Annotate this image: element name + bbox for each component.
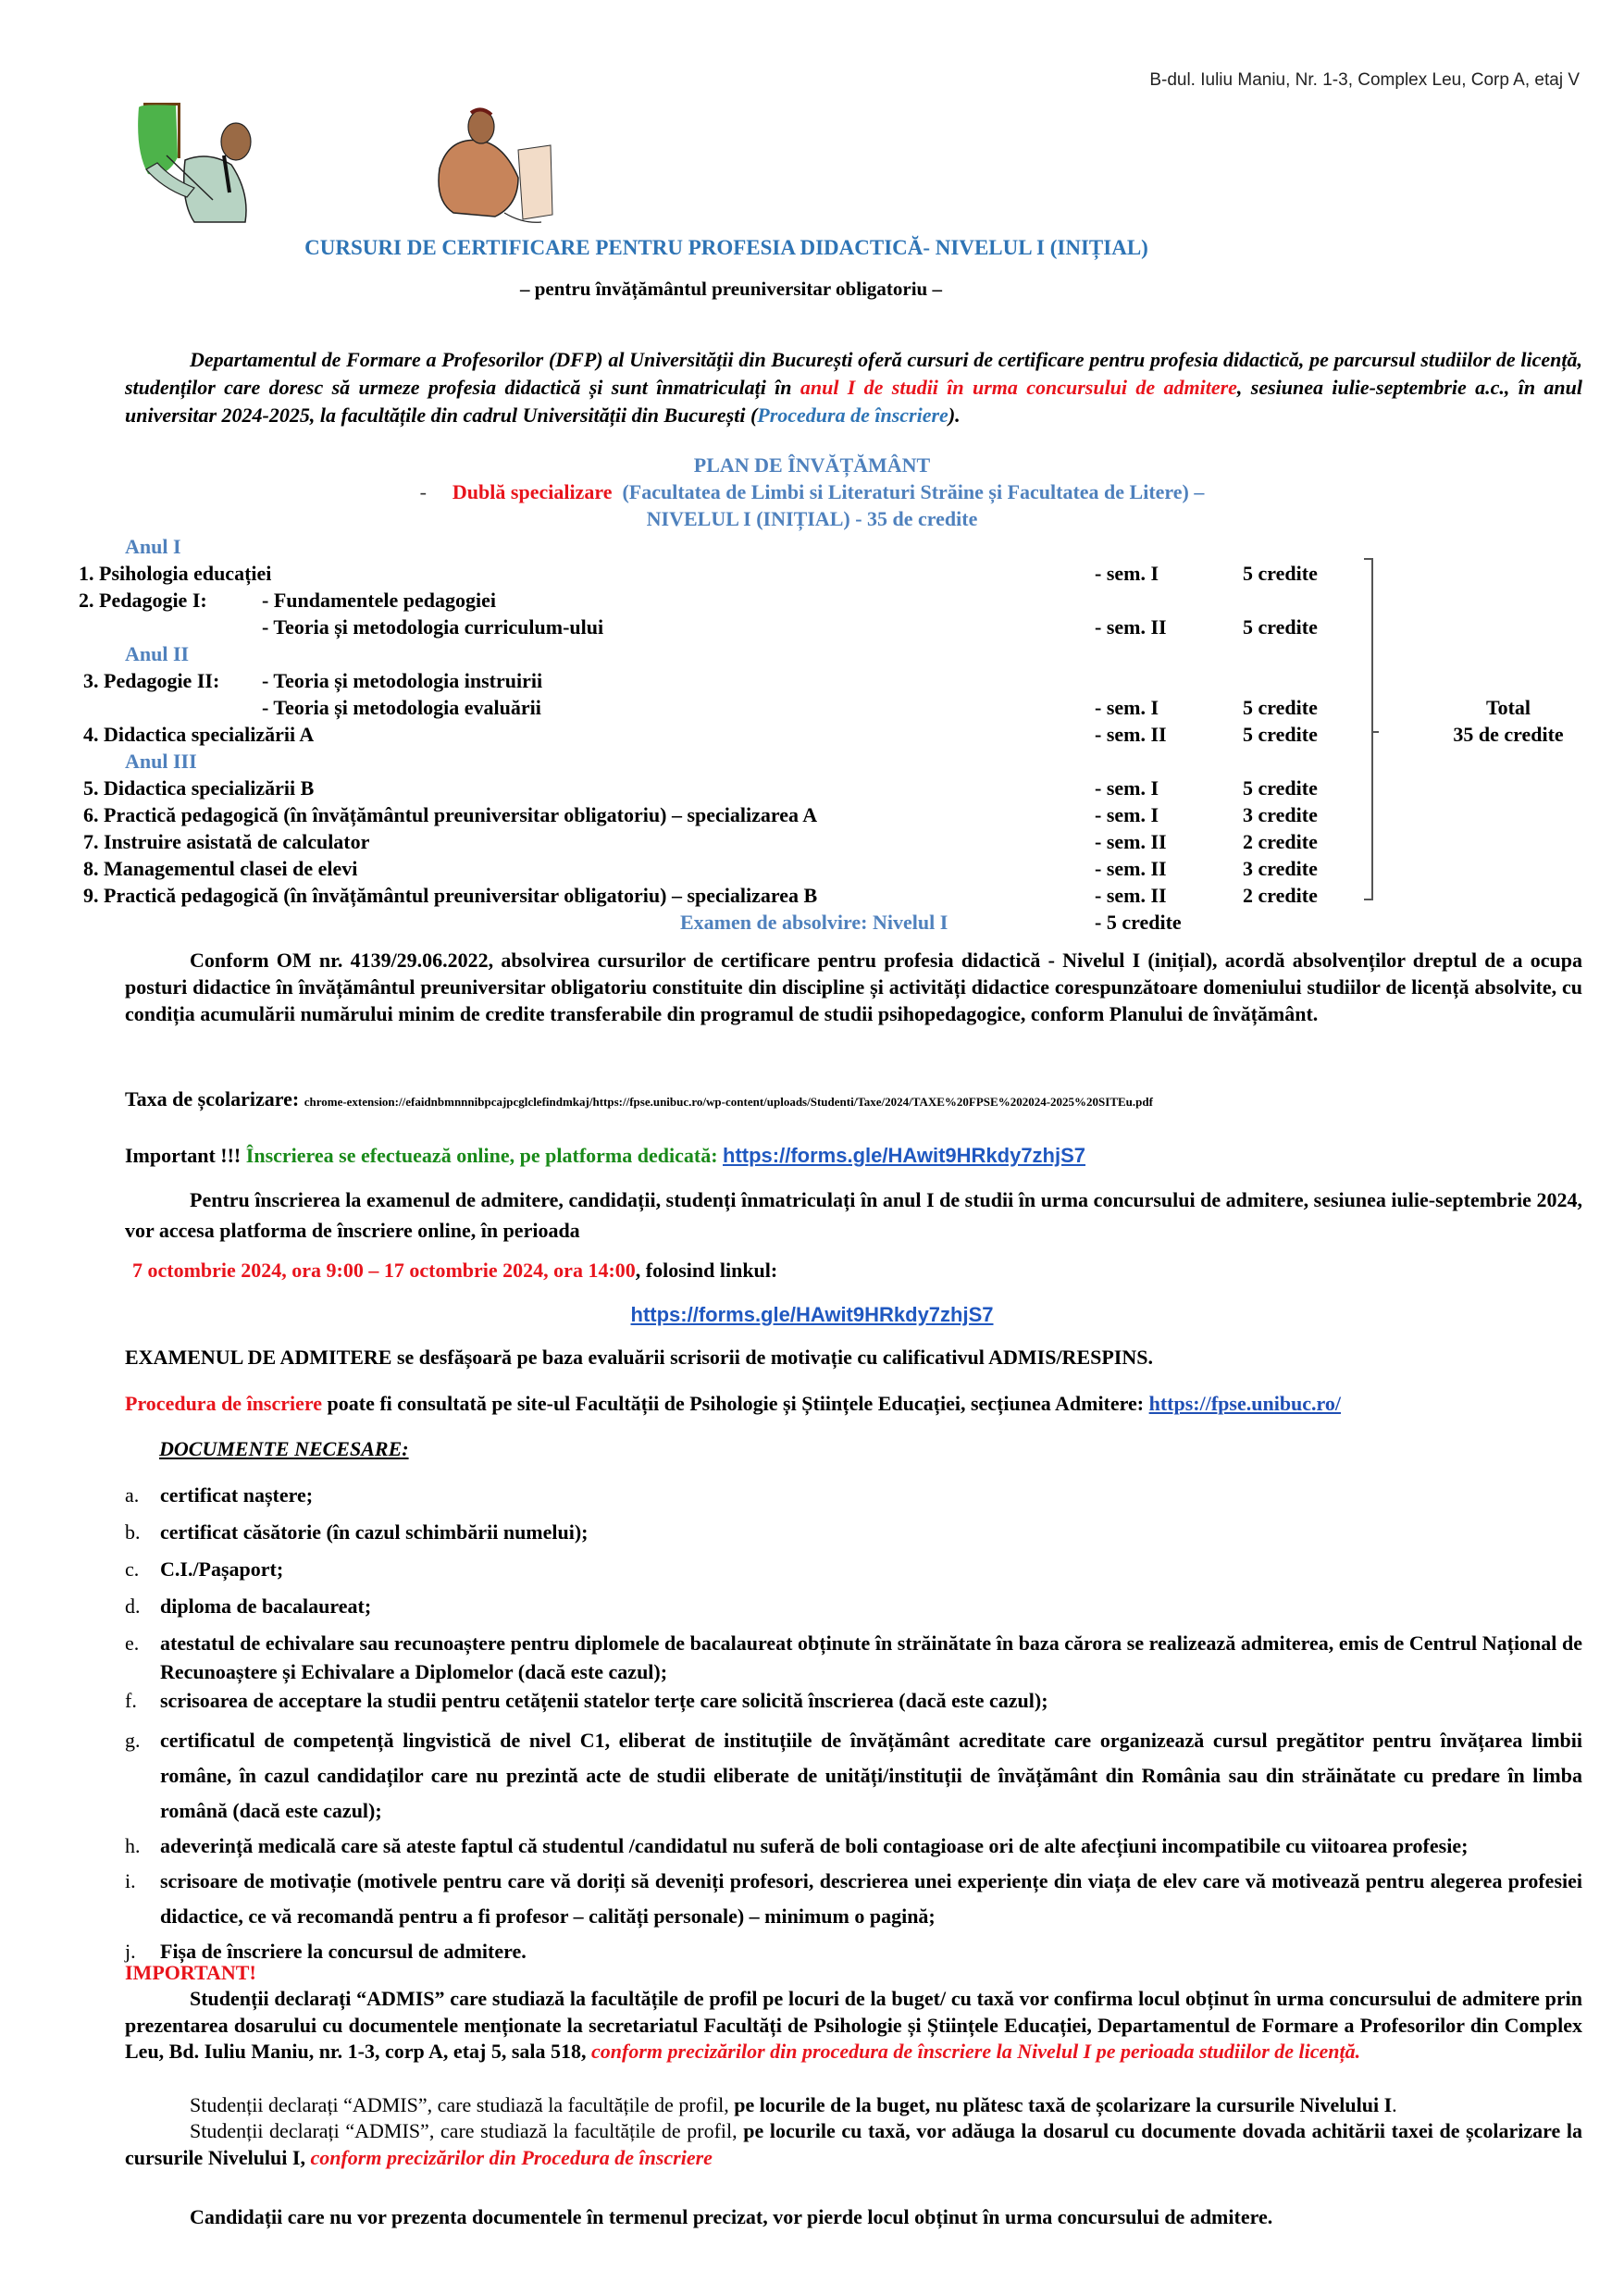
page-title: CURSURI DE CERTIFICARE PENTRU PROFESIA DIDACTICĂ- NIVELUL I (INIȚIAL) [304, 236, 1148, 259]
forms-link-1[interactable]: https://forms.gle/HAwit9HRkdy7zhjS7 [723, 1144, 1086, 1167]
procedure-red-link[interactable]: Procedura de înscriere [125, 1392, 323, 1415]
enrollment-period: 7 octombrie 2024, ora 9:00 – 17 octombrie 2024, ora 14:00, folosind linkul: [132, 1259, 778, 1282]
plan-row: 1. Psihologia educației - sem. I 5 credite [79, 562, 1318, 585]
fpse-link[interactable]: https://fpse.unibuc.ro/ [1148, 1392, 1342, 1415]
total-bracket-tip [1371, 731, 1379, 733]
procedure-paragraph: Procedura de înscriere poate fi consultată pe site-ul Facultății de Psihologie și Științele Educației, secțiunea Admitere: https://fpse.unibuc.ro/ [125, 1392, 1342, 1415]
list-item: d. diploma de bacalaureat; [125, 1594, 372, 1618]
exam-row: Examen de absolvire: Nivelul I - 5 credite [680, 911, 1182, 934]
plan-row: 9. Practică pedagogică (în învățământul preuniversitar obligatoriu) – specializarea B - sem. II 2 credite [83, 884, 1318, 907]
important-heading: IMPORTANT! [125, 1961, 256, 1984]
intro-highlight: anul I de studii în urma concursului de admitere [800, 376, 1237, 399]
plan-row: 7. Instruire asistată de calculator - sem. II 2 credite [83, 830, 1318, 853]
list-item: a. certificat naștere; [125, 1483, 314, 1507]
important-paragraph-2: Studenții declarați “ADMIS”, care studiază la facultățile de profil, pe locurile de la buget, nu plătesc taxă de școlarizare la cursurile Nivelului I. [190, 2093, 1397, 2116]
list-item: f. scrisoarea de acceptare la studii pentru cetățenii statelor terțe care solicită înscrierea (dacă este cazul); [125, 1689, 1048, 1712]
plan-row: 8. Managementul clasei de elevi - sem. II 3 credite [83, 857, 1318, 880]
enrollment-link-line [0, 1301, 1624, 1328]
exam-paragraph: EXAMENUL DE ADMITERE se desfășoară pe baza evaluării scrisorii de motivație cu calificativul ADMIS/RESPINS. [125, 1346, 1153, 1369]
plan-title: PLAN DE ÎNVĂȚĂMÂNT [693, 453, 931, 477]
plan-row: 3. Pedagogie II: - Teoria și metodologia instruirii [83, 669, 543, 692]
plan-row: 6. Practică pedagogică (în învățământul preuniversitar obligatoriu) – specializarea A - sem. I 3 credite [83, 803, 1318, 826]
total-bracket [1360, 558, 1373, 900]
important-online: Important !!! Înscrierea se efectuează online, pe platforma dedicată: https://forms.gle/HAwit9HRkdy7zhjS7 [125, 1144, 1086, 1167]
list-item: b. certificat căsătorie (în cazul schimbării numelui); [125, 1520, 589, 1544]
plan-row: - Teoria și metodologia curriculum-ului - sem. II 5 credite [262, 615, 1318, 639]
plan-row: 5. Didactica specializării B - sem. I 5 credite [83, 776, 1318, 800]
plan-specialization: - Dublă specializare (Facultatea de Limbi si Literaturi Străine și Facultatea de Litere) – [419, 480, 1205, 503]
man-at-computer-icon [430, 104, 560, 229]
plan-level: NIVELUL I (INIȚIAL) - 35 de credite [646, 507, 978, 530]
year-label-2: Anul II [125, 642, 190, 665]
list-item: c. C.I./Pașaport; [125, 1557, 284, 1581]
page-subtitle: – pentru învățământul preuniversitar obligatoriu – [519, 278, 942, 300]
list-item: j. Fișa de înscriere la concursul de admitere. [125, 1940, 527, 1963]
important-paragraph-1: Studenții declarați “ADMIS” care studiază la facultățile de profil pe locuri de la buget/ cu taxă vor confirma locul obținut în urma concursului de admitere prin prezentarea dosarului cu documentele menționate la secretariatul Facultăți de Psihologie și Științele Educației, Departamentul de Formare a Profesorilor din Complex Leu, Bd. Iuliu Maniu, nr. 1-3, corp A, etaj 5, sala 518, conform precizărilor din procedura de înscriere la Nivelul I pe perioada studiilor de licență. [125, 1987, 1582, 2063]
final-note: Candidații care nu vor prezenta documentele în termenul precizat, vor pierde locul obținut în urma concursului de admitere. [190, 2205, 1273, 2228]
list-item: i. scrisoare de motivație (motivele pentru care vă doriți să deveniți profesori, descrierea unei experiențe din viața de elev care vă motivează pentru alegerea profesiei didactice, ce vă recomandă pentru a fi profesor – calități personale) – minimum o pagină; [125, 1869, 1582, 1928]
plan-row: 4. Didactica specializării A - sem. II 5 credite [83, 723, 1318, 746]
intro-paragraph: Departamentul de Formare a Profesorilor (DFP) al Universității din București oferă cursuri de certificare pentru profesia didactică, pe parcursul studiilor de licență, studenților care doresc să urmeze profesia didactică și sunt înmatriculați în anul I de studii în urma concursului de admitere, sesiunea iulie-septembrie a.c., în anul universitar 2024-2025, la facultățile din cadrul Universității din București (Procedura de înscriere). [125, 348, 1582, 427]
list-item: e. atestatul de echivalare sau recunoaștere pentru diplomele de bacalaureat obținute în străinătate în baza cărora se realizează admiterea, emis de Centrul Național de Recunoaștere și Echivalare a Diplomelor (dacă este cazul); [125, 1631, 1582, 1683]
tax-url[interactable]: chrome-extension://efaidnbmnnnibpcajpcglclefindmkaj/https://fpse.unibuc.ro/wp-content/uploads/Studenti/Taxe/2024/TAXE%20FPSE%202024-2025%20SITEu.pdf [304, 1095, 1153, 1109]
enrollment-paragraph: Pentru înscrierea la examenul de admitere, candidații, studenți înmatriculați în anul I de studii în urma concursului de admitere, sesiunea iulie-septembrie 2024, vor accesa platforma de înscriere online, în perioada [125, 1188, 1582, 1242]
forms-link-2[interactable]: https://forms.gle/HAwit9HRkdy7zhjS7 [630, 1303, 994, 1326]
procedure-link[interactable]: Procedura de înscriere [757, 403, 948, 427]
list-item: h. adeverință medicală care să ateste faptul că studentul /candidatul nu suferă de boli contagioase ori de alte afecțiuni incompatibile cu viitoarea profesie; [125, 1834, 1469, 1857]
total-label: Total [1485, 696, 1531, 719]
conform-paragraph: Conform OM nr. 4139/29.06.2022, absolvirea cursurilor de certificare pentru profesia didactică - Nivelul I (inițial), acordă absolvenților dreptul de a ocupa posturi didactice în învățământul preuniversitar obligatoriu constituite din discipline și activități didactice corespunzătoare domeniului studiilor de licență absolvite, cu condiția acumulării numărului minim de credite transferabile din programul de studii psihopedagogice, conform Planului de învățământ. [125, 949, 1582, 1025]
tax-line: Taxa de școlarizare: chrome-extension://efaidnbmnnnibpcajpcglclefindmkaj/https://fpse.unibuc.ro/wp-content/uploads/Studenti/Taxe/2024/TAXE%20FPSE%202024-2025%20SITEu.pdf [125, 1087, 1153, 1110]
plan-row: - Teoria și metodologia evaluării - sem. I 5 credite [262, 696, 1318, 719]
total-value: 35 de credite [1453, 723, 1564, 746]
documents-heading: DOCUMENTE NECESARE: [159, 1437, 409, 1460]
plan-row: 2. Pedagogie I: - Fundamentele pedagogiei [79, 589, 496, 612]
year-label-1: Anul I [125, 535, 181, 558]
important-paragraph-3: Studenții declarați “ADMIS”, care studiază la facultățile de profil, pe locurile cu taxă, vor adăuga la dosarul cu documente dovada achitării taxei de școlarizare la cursurile Nivelului I, conform precizărilor din Procedura de înscriere [125, 2119, 1583, 2169]
teacher-at-board-icon [130, 100, 259, 225]
year-label-3: Anul III [125, 750, 197, 773]
list-item: g. certificatul de competență lingvistică de nivel C1, eliberat de instituțiile de învățământ acreditate care organizează cursul pregătitor pentru învățarea limbii române, în cazul candidaților care nu prezintă acte de studii eliberate de unități/instituții de învățământ din România sau din străinătate cu predare în limba română (dacă este cazul); [125, 1729, 1582, 1822]
address-header: B-dul. Iuliu Maniu, Nr. 1-3, Complex Leu, Corp A, etaj V [1149, 70, 1580, 90]
documents-list [125, 1481, 1582, 1969]
